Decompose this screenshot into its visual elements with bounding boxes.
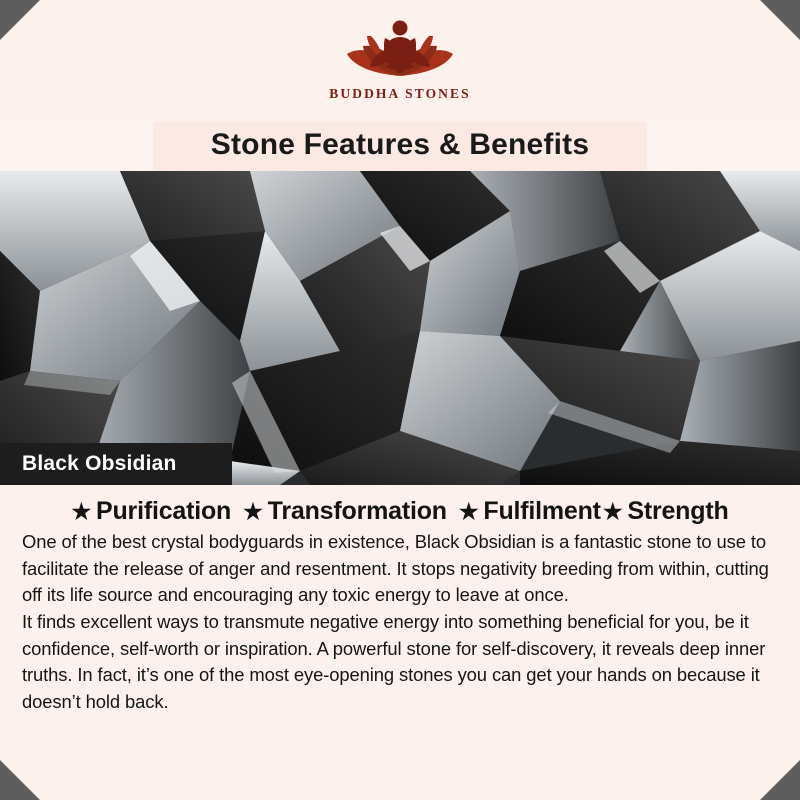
benefit-label: Purification (96, 497, 232, 525)
brand-name: BUDDHA STONES (329, 86, 471, 101)
star-icon: ★ (243, 498, 263, 524)
content-area (0, 485, 800, 800)
title-band (153, 122, 647, 171)
benefit-label: Strength (627, 497, 729, 525)
corner-wedge-top-right (760, 0, 800, 40)
description-block (22, 529, 778, 716)
star-icon: ★ (602, 498, 623, 524)
hero-image (0, 171, 800, 485)
benefit-label: Transformation (267, 497, 447, 525)
corner-wedge-bottom-right (760, 760, 800, 800)
corner-wedge-top-left (0, 0, 40, 40)
benefit-item-transformation (243, 497, 447, 526)
benefit-item-strength (603, 497, 729, 526)
header (0, 0, 800, 122)
benefit-label: Fulfilment (483, 497, 601, 525)
benefits-list (22, 497, 778, 526)
lotus-meditation-icon (325, 14, 475, 84)
description-paragraph-1: One of the best crystal bodyguards in existence, Black Obsidian is a fantastic stone to use to facilitate the release of anger and resentment. It stops negativity breeding from within, cutting off its life source and encouraging any toxic energy to leave at once. (22, 531, 769, 606)
benefit-item-fulfilment (459, 497, 601, 526)
description-paragraph-2: It finds excellent ways to transmute negative energy into something beneficial for you, be it confidence, self-worth or inspiration. A powerful stone for self-discovery, it reveals deep inner truths. In fact, it’s one of the most eye-opening stones you can get your hands on because it doesn’t hold back. (22, 611, 766, 713)
obsidian-crystal-illustration (0, 171, 800, 485)
hero-caption-label: Black Obsidian (22, 452, 177, 475)
page-title: Stone Features & Benefits (210, 128, 590, 161)
star-icon: ★ (458, 498, 479, 524)
brand-logo (325, 14, 475, 102)
hero-caption (0, 443, 232, 485)
corner-wedge-bottom-left (0, 760, 40, 800)
benefit-item-purification (71, 497, 231, 526)
star-icon: ★ (71, 498, 92, 524)
